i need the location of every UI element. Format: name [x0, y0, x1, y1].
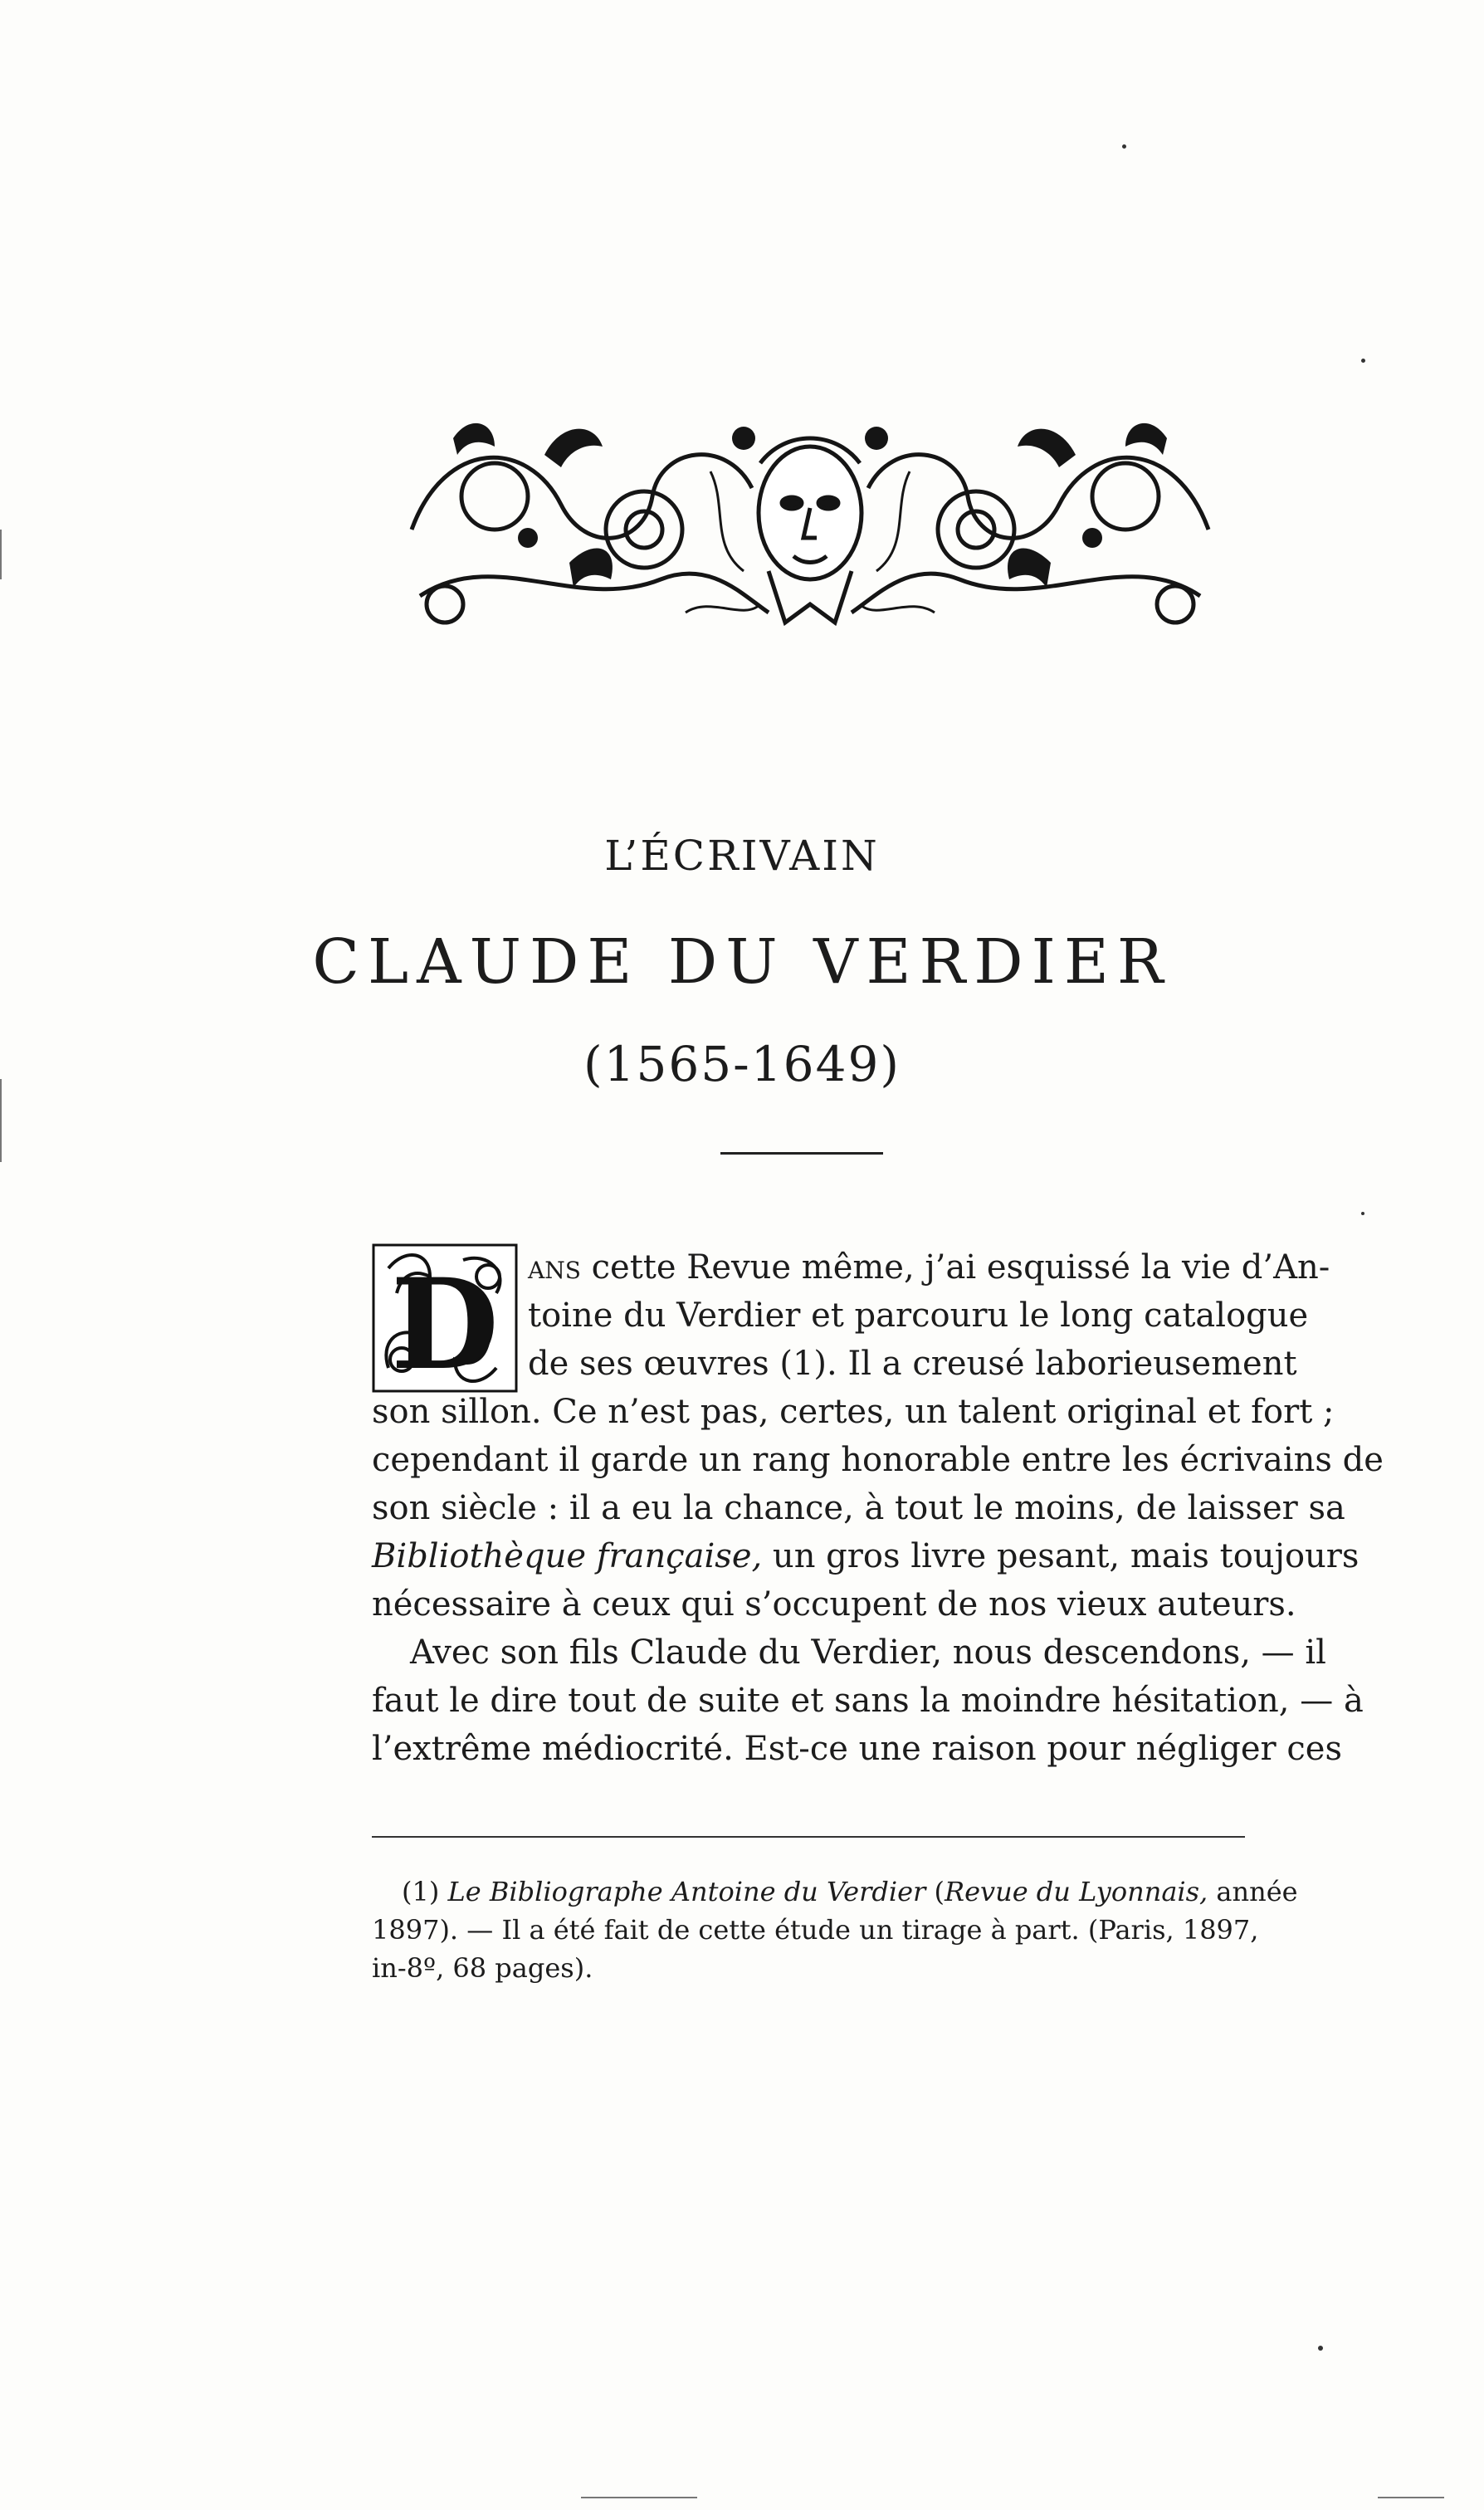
body-line: son siècle : il a eu la chance, à tout le moins, de laisser sa	[372, 1489, 1345, 1527]
body-line: ans cette Revue même, j’ai esquissé la vie d’An-	[528, 1248, 1330, 1287]
title-dates: (1565-1649)	[583, 1036, 901, 1092]
scan-speck	[1122, 144, 1126, 149]
dropcap-d-icon	[372, 1243, 518, 1393]
article-title: CLAUDE DU VERDIER	[312, 926, 1172, 998]
footnote-line: in-8º, 68 pages).	[372, 1952, 593, 1984]
scan-edge-mark	[0, 530, 2, 579]
body-line: toine du Verdier et parcouru le long catalogue	[528, 1297, 1309, 1335]
scan-speck	[1361, 359, 1365, 363]
title-divider	[720, 1152, 883, 1155]
scan-edge-mark	[0, 1079, 2, 1162]
scan-edge-mark	[581, 2497, 697, 2498]
scan-speck	[1361, 1212, 1364, 1215]
scan-edge-mark	[1378, 2497, 1444, 2498]
ornamental-dropcap	[372, 1243, 518, 1393]
body-line: de ses œuvres (1). Il a creusé laborieusement	[528, 1345, 1297, 1383]
body-line: nécessaire à ceux qui s’occupent de nos vieux auteurs.	[372, 1585, 1296, 1624]
body-line: Bibliothèque française, un gros livre pesant, mais toujours	[372, 1537, 1360, 1575]
ornamental-headpiece	[395, 405, 1225, 639]
scan-speck	[1318, 2346, 1323, 2351]
headpiece-engraving-icon	[395, 405, 1225, 639]
dropcap-letter: D	[390, 1252, 500, 1393]
footnote-line: 1897). — Il a été fait de cette étude un tirage à part. (Paris, 1897,	[372, 1914, 1259, 1946]
body-line: cependant il garde un rang honorable entre les écrivains de	[372, 1441, 1384, 1479]
footnote-divider	[372, 1836, 1245, 1838]
body-line: faut le dire tout de suite et sans la moindre hésitation, — à	[372, 1682, 1364, 1720]
body-line: Avec son fils Claude du Verdier, nous descendons, — il	[410, 1633, 1326, 1672]
footnote-line: (1) Le Bibliographe Antoine du Verdier (Revue du Lyonnais, année	[402, 1876, 1298, 1907]
body-line: l’extrême médiocrité. Est-ce une raison pour négliger ces	[372, 1730, 1342, 1768]
pretitle: L’ÉCRIVAIN	[604, 832, 880, 880]
body-line: son sillon. Ce n’est pas, certes, un talent original et fort ;	[372, 1393, 1335, 1431]
